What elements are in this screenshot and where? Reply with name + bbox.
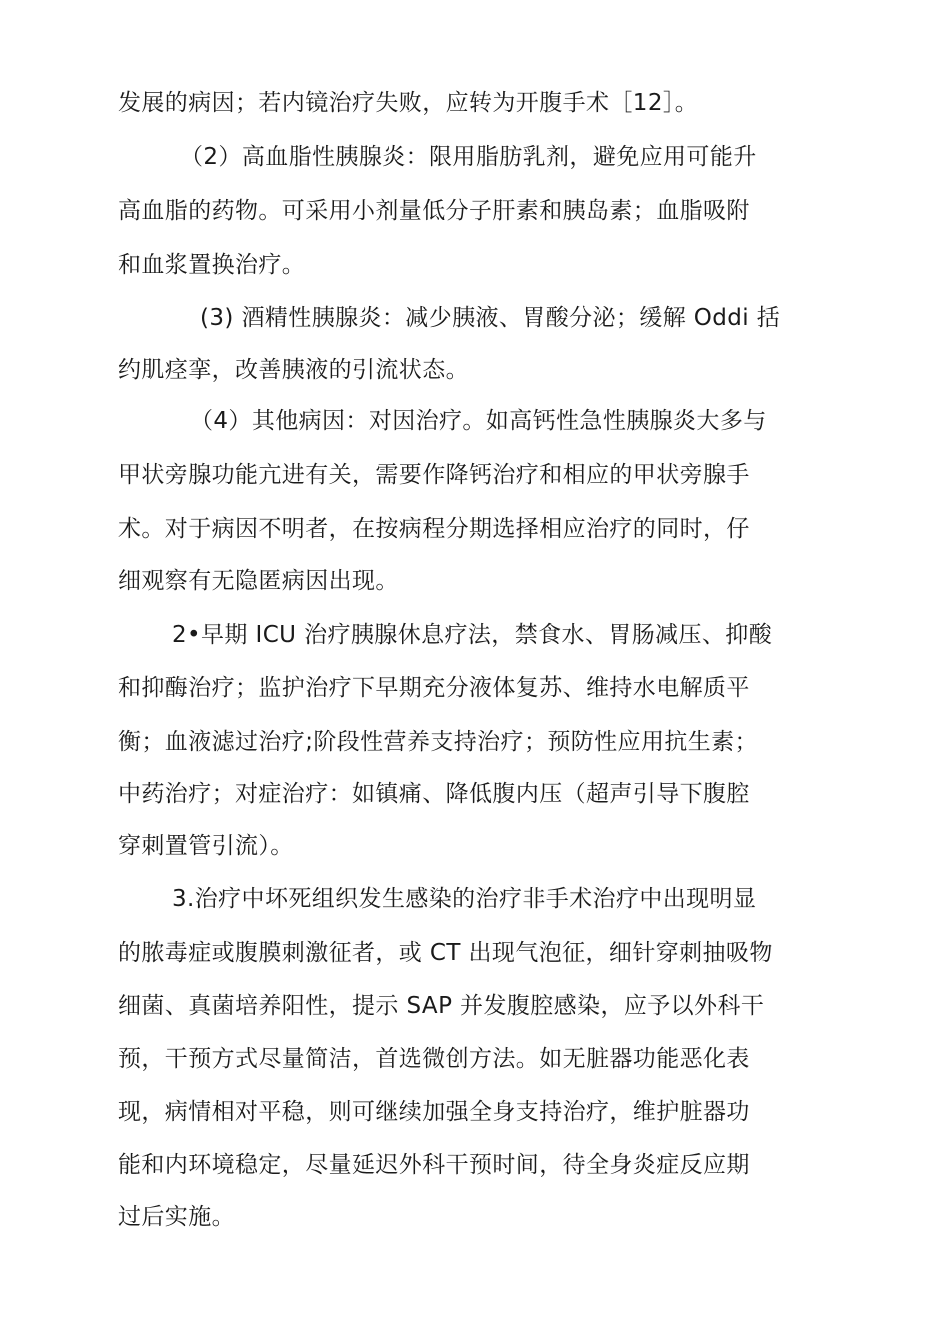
text-line: 高血脂的药物。可采用小剂量低分子肝素和胰岛素；血脂吸附	[118, 198, 750, 224]
text-line: 约肌痉挛，改善胰液的引流状态。	[118, 357, 469, 383]
text-line: 细菌、真菌培养阳性，提示 SAP 并发腹腔感染，应予以外科干	[118, 993, 765, 1019]
text-line: （4）其他病因：对因治疗。如高钙性急性胰腺炎大多与	[190, 408, 767, 434]
text-line: （2）高血脂性胰腺炎：限用脂肪乳剂，避免应用可能升	[180, 144, 757, 170]
text-line: 过后实施。	[118, 1204, 235, 1230]
text-line: 衡；血液滤过治疗;阶段性营养支持治疗；预防性应用抗生素；	[118, 729, 758, 755]
text-line: 细观察有无隐匿病因出现。	[118, 568, 399, 594]
text-line: 能和内环境稳定，尽量延迟外科干预时间，待全身炎症反应期	[118, 1152, 750, 1178]
text-line: 2•早期 ICU 治疗胰腺休息疗法，禁食水、胃肠减压、抑酸	[172, 622, 773, 648]
text-line: 甲状旁腺功能亢进有关，需要作降钙治疗和相应的甲状旁腺手	[118, 462, 750, 488]
text-line: 3.治疗中坏死组织发生感染的治疗非手术治疗中出现明显	[172, 886, 757, 912]
text-line: 预，干预方式尽量简洁，首选微创方法。如无脏器功能恶化表	[118, 1046, 750, 1072]
text-line: 和抑酶治疗；监护治疗下早期充分液体复苏、维持水电解质平	[118, 675, 750, 701]
text-line: 中药治疗；对症治疗：如镇痛、降低腹内压（超声引导下腹腔	[118, 781, 750, 807]
text-line: 穿刺置管引流）。	[118, 833, 294, 859]
text-line: 术。对于病因不明者，在按病程分期选择相应治疗的同时，仔	[118, 516, 750, 542]
text-line: 现，病情相对平稳，则可继续加强全身支持治疗，维护脏器功	[118, 1099, 750, 1125]
text-line: 发展的病因；若内镜治疗失败，应转为开腹手术［12］。	[118, 90, 699, 116]
text-line: 和血浆置换治疗。	[118, 252, 306, 278]
text-line: (3) 酒精性胰腺炎：减少胰液、胃酸分泌；缓解 Oddi 括	[200, 305, 781, 331]
text-line: 的脓毒症或腹膜刺激征者，或 CT 出现气泡征，细针穿刺抽吸物	[118, 940, 773, 966]
